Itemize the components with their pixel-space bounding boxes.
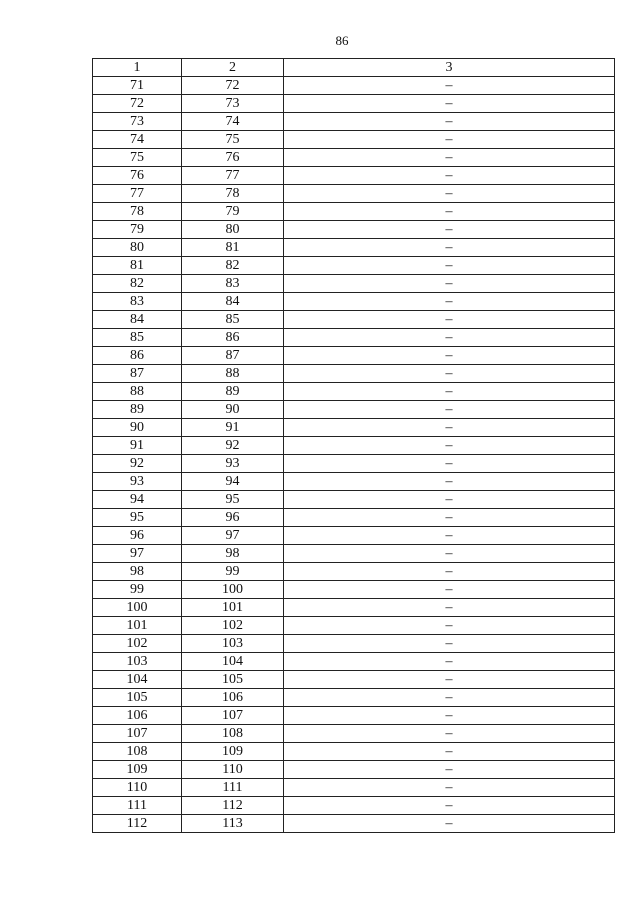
table-cell-col-1: 99 — [93, 581, 182, 599]
table-cell-col-1: 90 — [93, 419, 182, 437]
table-cell-col-1: 80 — [93, 239, 182, 257]
table-cell-col-1: 84 — [93, 311, 182, 329]
table-row — [93, 653, 615, 671]
table-body — [93, 77, 615, 833]
table-row — [93, 293, 615, 311]
table-cell-col-3: – — [284, 599, 615, 617]
table-cell-col-3: – — [284, 437, 615, 455]
table-cell-col-2: 87 — [182, 347, 284, 365]
table-cell-col-1: 107 — [93, 725, 182, 743]
table-cell-col-2: 103 — [182, 635, 284, 653]
table-cell-col-3: – — [284, 545, 615, 563]
table-row — [93, 149, 615, 167]
table-cell-col-1: 91 — [93, 437, 182, 455]
table-cell-col-2: 100 — [182, 581, 284, 599]
table-cell-col-2: 104 — [182, 653, 284, 671]
table-cell-col-3: – — [284, 203, 615, 221]
table-cell-col-1: 100 — [93, 599, 182, 617]
table-row — [93, 185, 615, 203]
table-row — [93, 329, 615, 347]
table-cell-col-2: 88 — [182, 365, 284, 383]
table-row — [93, 761, 615, 779]
table-cell-col-3: – — [284, 797, 615, 815]
table-row — [93, 527, 615, 545]
table-cell-col-2: 94 — [182, 473, 284, 491]
table-row — [93, 581, 615, 599]
table-cell-col-2: 106 — [182, 689, 284, 707]
table-cell-col-1: 79 — [93, 221, 182, 239]
table-row — [93, 491, 615, 509]
table-cell-col-3: – — [284, 689, 615, 707]
table-row — [93, 437, 615, 455]
table-cell-col-2: 75 — [182, 131, 284, 149]
table-cell-col-1: 78 — [93, 203, 182, 221]
table-row — [93, 221, 615, 239]
column-header-2: 2 — [182, 59, 284, 77]
table-cell-col-3: – — [284, 131, 615, 149]
table-cell-col-2: 76 — [182, 149, 284, 167]
table-cell-col-2: 107 — [182, 707, 284, 725]
table-cell-col-1: 74 — [93, 131, 182, 149]
table-cell-col-3: – — [284, 725, 615, 743]
table-cell-col-3: – — [284, 239, 615, 257]
table-cell-col-3: – — [284, 293, 615, 311]
table-row — [93, 671, 615, 689]
table-cell-col-2: 98 — [182, 545, 284, 563]
table-cell-col-2: 84 — [182, 293, 284, 311]
table-cell-col-1: 81 — [93, 257, 182, 275]
table-cell-col-1: 112 — [93, 815, 182, 833]
table-row — [93, 77, 615, 95]
table-cell-col-3: – — [284, 365, 615, 383]
table-cell-col-3: – — [284, 743, 615, 761]
table-cell-col-1: 109 — [93, 761, 182, 779]
table-row — [93, 635, 615, 653]
table-row — [93, 707, 615, 725]
table-cell-col-2: 83 — [182, 275, 284, 293]
table-cell-col-2: 101 — [182, 599, 284, 617]
column-header-1: 1 — [93, 59, 182, 77]
data-table — [92, 58, 615, 833]
table-row — [93, 455, 615, 473]
table-row — [93, 617, 615, 635]
table-row — [93, 725, 615, 743]
table-cell-col-3: – — [284, 653, 615, 671]
table-row — [93, 473, 615, 491]
table-cell-col-3: – — [284, 329, 615, 347]
table-cell-col-1: 95 — [93, 509, 182, 527]
table-cell-col-1: 87 — [93, 365, 182, 383]
table-cell-col-2: 78 — [182, 185, 284, 203]
table-row — [93, 689, 615, 707]
table-cell-col-3: – — [284, 779, 615, 797]
table-row — [93, 203, 615, 221]
table-cell-col-3: – — [284, 77, 615, 95]
table-cell-col-3: – — [284, 347, 615, 365]
table-cell-col-3: – — [284, 617, 615, 635]
table-cell-col-2: 105 — [182, 671, 284, 689]
table-cell-col-3: – — [284, 563, 615, 581]
table-header-row — [93, 59, 615, 77]
table-cell-col-2: 112 — [182, 797, 284, 815]
table-cell-col-2: 108 — [182, 725, 284, 743]
table-cell-col-2: 110 — [182, 761, 284, 779]
table-row — [93, 419, 615, 437]
table-cell-col-1: 72 — [93, 95, 182, 113]
table-cell-col-2: 72 — [182, 77, 284, 95]
table-row — [93, 167, 615, 185]
table-row — [93, 815, 615, 833]
table-cell-col-3: – — [284, 815, 615, 833]
table-cell-col-1: 73 — [93, 113, 182, 131]
table-cell-col-2: 79 — [182, 203, 284, 221]
table-cell-col-2: 96 — [182, 509, 284, 527]
table-row — [93, 383, 615, 401]
table-cell-col-1: 102 — [93, 635, 182, 653]
table-cell-col-2: 89 — [182, 383, 284, 401]
table-cell-col-1: 76 — [93, 167, 182, 185]
table-row — [93, 545, 615, 563]
table-cell-col-1: 101 — [93, 617, 182, 635]
table-cell-col-2: 86 — [182, 329, 284, 347]
table-cell-col-1: 96 — [93, 527, 182, 545]
table-cell-col-3: – — [284, 707, 615, 725]
table-cell-col-1: 92 — [93, 455, 182, 473]
table-cell-col-1: 103 — [93, 653, 182, 671]
table-cell-col-2: 91 — [182, 419, 284, 437]
table-cell-col-2: 90 — [182, 401, 284, 419]
table-cell-col-1: 89 — [93, 401, 182, 419]
table-cell-col-3: – — [284, 419, 615, 437]
table-row — [93, 401, 615, 419]
table-cell-col-1: 110 — [93, 779, 182, 797]
table-cell-col-2: 80 — [182, 221, 284, 239]
table-cell-col-3: – — [284, 257, 615, 275]
table-cell-col-1: 83 — [93, 293, 182, 311]
table-cell-col-2: 95 — [182, 491, 284, 509]
table-row — [93, 275, 615, 293]
table-row — [93, 365, 615, 383]
table-cell-col-3: – — [284, 383, 615, 401]
table-cell-col-1: 86 — [93, 347, 182, 365]
table-cell-col-2: 81 — [182, 239, 284, 257]
table-cell-col-2: 92 — [182, 437, 284, 455]
table-cell-col-2: 73 — [182, 95, 284, 113]
table-cell-col-3: – — [284, 401, 615, 419]
page-number: 86 — [335, 33, 349, 48]
table-cell-col-2: 85 — [182, 311, 284, 329]
table-cell-col-3: – — [284, 149, 615, 167]
table-cell-col-1: 71 — [93, 77, 182, 95]
table-cell-col-1: 105 — [93, 689, 182, 707]
table-row — [93, 743, 615, 761]
table-cell-col-2: 109 — [182, 743, 284, 761]
table-row — [93, 797, 615, 815]
table-cell-col-3: – — [284, 95, 615, 113]
table-row — [93, 95, 615, 113]
table-cell-col-1: 88 — [93, 383, 182, 401]
table-cell-col-3: – — [284, 527, 615, 545]
table-cell-col-3: – — [284, 221, 615, 239]
table-cell-col-2: 77 — [182, 167, 284, 185]
table-cell-col-3: – — [284, 275, 615, 293]
table-cell-col-3: – — [284, 635, 615, 653]
table-row — [93, 347, 615, 365]
table-cell-col-1: 111 — [93, 797, 182, 815]
table-cell-col-2: 97 — [182, 527, 284, 545]
table-cell-col-1: 98 — [93, 563, 182, 581]
table-cell-col-1: 106 — [93, 707, 182, 725]
table-row — [93, 239, 615, 257]
table-cell-col-1: 104 — [93, 671, 182, 689]
table-cell-col-1: 94 — [93, 491, 182, 509]
table-cell-col-3: – — [284, 185, 615, 203]
table-row — [93, 113, 615, 131]
table-cell-col-3: – — [284, 761, 615, 779]
table-cell-col-3: – — [284, 491, 615, 509]
table-cell-col-3: – — [284, 581, 615, 599]
table-cell-col-1: 93 — [93, 473, 182, 491]
table-cell-col-3: – — [284, 455, 615, 473]
table-cell-col-1: 77 — [93, 185, 182, 203]
table-cell-col-3: – — [284, 473, 615, 491]
table-cell-col-1: 108 — [93, 743, 182, 761]
table-row — [93, 131, 615, 149]
table-cell-col-2: 113 — [182, 815, 284, 833]
table-cell-col-3: – — [284, 671, 615, 689]
table-cell-col-2: 93 — [182, 455, 284, 473]
table-cell-col-3: – — [284, 167, 615, 185]
table-cell-col-1: 85 — [93, 329, 182, 347]
table-row — [93, 257, 615, 275]
table-cell-col-1: 97 — [93, 545, 182, 563]
table-row — [93, 311, 615, 329]
table-cell-col-1: 82 — [93, 275, 182, 293]
table-cell-col-2: 74 — [182, 113, 284, 131]
table-cell-col-2: 99 — [182, 563, 284, 581]
table-cell-col-3: – — [284, 509, 615, 527]
table-row — [93, 599, 615, 617]
table-cell-col-2: 111 — [182, 779, 284, 797]
table-cell-col-2: 102 — [182, 617, 284, 635]
table-cell-col-3: – — [284, 113, 615, 131]
table-cell-col-1: 75 — [93, 149, 182, 167]
table-row — [93, 563, 615, 581]
column-header-3: 3 — [284, 59, 615, 77]
table-cell-col-2: 82 — [182, 257, 284, 275]
table-row — [93, 779, 615, 797]
table-row — [93, 509, 615, 527]
table-cell-col-3: – — [284, 311, 615, 329]
